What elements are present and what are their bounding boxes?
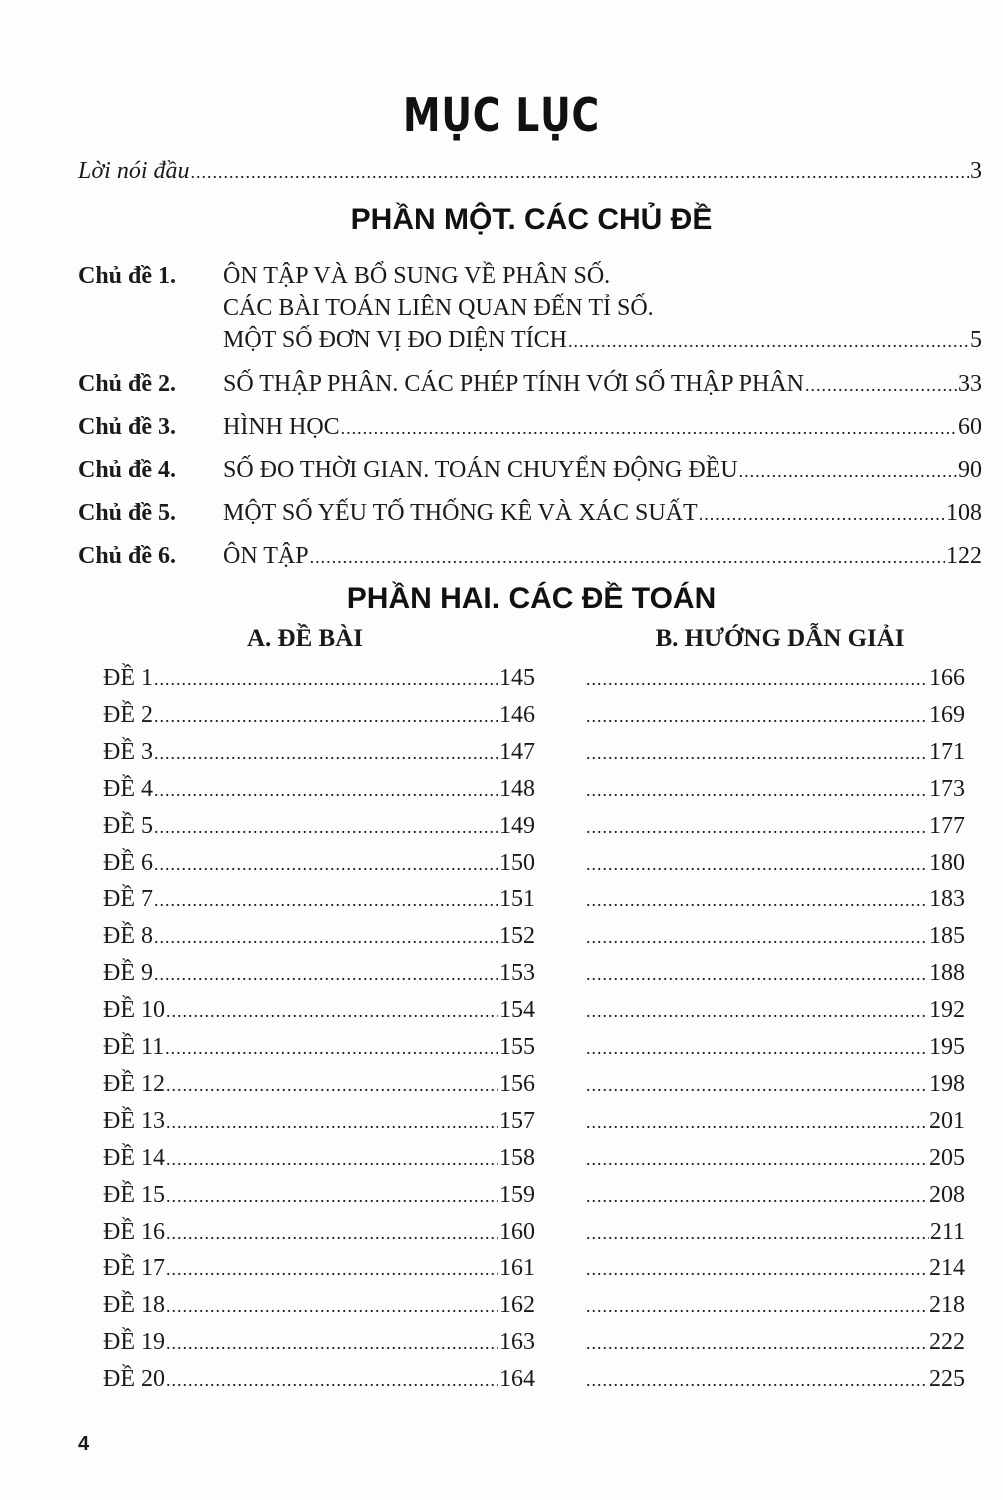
exam-solution-page: 198 xyxy=(929,1071,965,1097)
dot-leader xyxy=(586,885,928,915)
dot-leader xyxy=(586,1365,928,1395)
exam-label: ĐỀ 9 xyxy=(103,960,153,986)
dot-leader xyxy=(166,1365,498,1395)
exam-solution-page: 169 xyxy=(929,702,965,728)
topic-title xyxy=(223,540,982,573)
topic-number: Chủ đề 4. xyxy=(78,457,177,483)
toc-entry-exam-problem[interactable] xyxy=(103,663,535,694)
exam-label: ĐỀ 12 xyxy=(103,1071,165,1097)
dot-leader xyxy=(586,664,928,694)
dot-leader xyxy=(154,775,498,805)
toc-entry-exam-solution[interactable] xyxy=(585,1253,965,1284)
exam-solution-page: 185 xyxy=(929,923,965,949)
dot-leader xyxy=(341,412,957,444)
exam-label: ĐỀ 15 xyxy=(103,1182,165,1208)
exam-problem-page: 156 xyxy=(499,1071,535,1097)
exam-solution-page: 201 xyxy=(929,1108,965,1134)
exam-label: ĐỀ 1 xyxy=(103,665,153,691)
toc-entry-page: 122 xyxy=(946,543,982,569)
dot-leader xyxy=(586,1070,928,1100)
dot-leader xyxy=(739,455,957,487)
exam-solution-page: 222 xyxy=(929,1329,965,1355)
exam-solution-page: 205 xyxy=(929,1145,965,1171)
toc-entry-exam-problem[interactable] xyxy=(103,1106,535,1137)
dot-leader xyxy=(586,996,928,1026)
dot-leader xyxy=(586,1291,928,1321)
dot-leader xyxy=(586,959,928,989)
exam-label: ĐỀ 14 xyxy=(103,1145,165,1171)
topic-number: Chủ đề 6. xyxy=(78,543,177,569)
toc-entry-exam-solution[interactable] xyxy=(585,1180,965,1211)
page-number: 4 xyxy=(78,1433,90,1455)
dot-leader xyxy=(165,1033,498,1063)
toc-entry-exam-solution[interactable] xyxy=(585,1364,965,1395)
exam-solution-page: 225 xyxy=(929,1366,965,1392)
dot-leader xyxy=(699,498,945,530)
exam-solution-page: 192 xyxy=(929,997,965,1023)
dot-leader xyxy=(166,1291,498,1321)
toc-entry-exam-problem[interactable] xyxy=(103,1364,535,1395)
topic-title-line: SỐ THẬP PHÂN. CÁC PHÉP TÍNH VỚI SỐ THẬP PHÂN xyxy=(223,371,804,397)
exam-problem-page: 157 xyxy=(499,1108,535,1134)
dot-leader xyxy=(586,1181,928,1211)
exam-label: ĐỀ 11 xyxy=(103,1034,165,1060)
exam-problem-page: 158 xyxy=(499,1145,535,1171)
toc-entry-exam-problem[interactable] xyxy=(103,995,535,1026)
exam-problem-page: 159 xyxy=(499,1182,535,1208)
dot-leader xyxy=(586,1328,928,1358)
exam-problem-page: 145 xyxy=(499,665,535,691)
toc-entry-page: 3 xyxy=(970,158,982,184)
toc-entry-exam-solution[interactable] xyxy=(585,1069,965,1100)
exam-label: ĐỀ 19 xyxy=(103,1329,165,1355)
column-heading-solutions: B. HƯỚNG DẪN GIẢI xyxy=(655,625,905,652)
exam-label: ĐỀ 10 xyxy=(103,997,165,1023)
exam-problem-page: 151 xyxy=(499,886,535,912)
toc-entry-exam-problem[interactable] xyxy=(103,1180,535,1211)
dot-leader xyxy=(586,1033,928,1063)
exam-solution-page: 180 xyxy=(929,850,965,876)
toc-entry-exam-problem[interactable] xyxy=(103,1143,535,1174)
toc-entry-exam-solution[interactable] xyxy=(585,1143,965,1174)
dot-leader xyxy=(310,541,945,573)
dot-leader xyxy=(586,849,928,879)
exam-label: ĐỀ 2 xyxy=(103,702,153,728)
column-heading-problems: A. ĐỀ BÀI xyxy=(247,625,363,652)
exam-solution-page: 208 xyxy=(929,1182,965,1208)
topic-title xyxy=(223,411,982,444)
exam-problem-page: 162 xyxy=(499,1292,535,1318)
exam-label: ĐỀ 16 xyxy=(103,1219,165,1245)
exam-label: ĐỀ 8 xyxy=(103,923,153,949)
toc-entry-exam-solution[interactable] xyxy=(585,1290,965,1321)
exam-problem-page: 161 xyxy=(499,1255,535,1281)
exam-problem-page: 147 xyxy=(499,739,535,765)
toc-entry-exam-solution[interactable] xyxy=(585,774,965,805)
dot-leader xyxy=(154,812,498,842)
toc-entry-exam-problem[interactable] xyxy=(103,884,535,915)
topic-number: Chủ đề 2. xyxy=(78,371,177,397)
dot-leader xyxy=(154,885,498,915)
dot-leader xyxy=(154,664,498,694)
toc-entry-exam-problem[interactable] xyxy=(103,811,535,842)
toc-entry-exam-solution[interactable] xyxy=(585,811,965,842)
dot-leader xyxy=(586,1107,928,1137)
exam-problem-page: 163 xyxy=(499,1329,535,1355)
topic-title-line: SỐ ĐO THỜI GIAN. TOÁN CHUYỂN ĐỘNG ĐỀU xyxy=(223,457,738,483)
toc-entry-preface[interactable] xyxy=(78,156,982,187)
toc-entry-exam-solution[interactable] xyxy=(585,958,965,989)
exam-label: ĐỀ 3 xyxy=(103,739,153,765)
topic-number: Chủ đề 3. xyxy=(78,414,177,440)
dot-leader xyxy=(586,738,928,768)
dot-leader xyxy=(166,1107,498,1137)
toc-entry-exam-problem[interactable] xyxy=(103,958,535,989)
toc-entry-exam-problem[interactable] xyxy=(103,700,535,731)
toc-entry-page: 90 xyxy=(958,457,982,483)
dot-leader xyxy=(805,369,957,401)
topic-title-line: MỘT SỐ ĐƠN VỊ ĐO DIỆN TÍCH xyxy=(223,327,568,353)
dot-leader xyxy=(586,1218,929,1248)
toc-entry-exam-problem[interactable] xyxy=(103,1217,535,1248)
toc-entry-exam-problem[interactable] xyxy=(103,774,535,805)
exam-solution-page: 218 xyxy=(929,1292,965,1318)
dot-leader xyxy=(586,775,928,805)
exam-label: ĐỀ 5 xyxy=(103,813,153,839)
exam-solution-page: 188 xyxy=(929,960,965,986)
toc-entry-page: 108 xyxy=(946,500,982,526)
topic-title-line: ÔN TẬP VÀ BỔ SUNG VỀ PHÂN SỐ. xyxy=(223,263,611,289)
exam-problem-page: 148 xyxy=(499,776,535,802)
exam-label: ĐỀ 4 xyxy=(103,776,153,802)
exam-problem-page: 155 xyxy=(499,1034,535,1060)
dot-leader xyxy=(154,922,498,952)
topic-title-line: HÌNH HỌC xyxy=(223,414,340,440)
exam-solution-page: 166 xyxy=(929,665,965,691)
exam-solution-page: 211 xyxy=(929,1219,965,1245)
dot-leader xyxy=(154,738,498,768)
toc-entry-label: Lời nói đầu xyxy=(78,158,190,184)
dot-leader xyxy=(166,1254,498,1284)
exam-problem-page: 164 xyxy=(499,1366,535,1392)
toc-entry-exam-solution[interactable] xyxy=(585,1032,965,1063)
toc-entry-exam-problem[interactable] xyxy=(103,1327,535,1358)
exam-label: ĐỀ 18 xyxy=(103,1292,165,1318)
toc-entry-page: 33 xyxy=(958,371,982,397)
topic-number: Chủ đề 5. xyxy=(78,500,177,526)
toc-entry-exam-problem[interactable] xyxy=(103,921,535,952)
toc-entry-page: 60 xyxy=(958,414,982,440)
dot-leader xyxy=(166,1218,498,1248)
exam-solution-page: 183 xyxy=(929,886,965,912)
dot-leader xyxy=(154,849,498,879)
topic-title xyxy=(223,497,982,530)
dot-leader xyxy=(154,701,498,731)
toc-entry-exam-solution[interactable] xyxy=(585,1327,965,1358)
toc-entry-exam-problem[interactable] xyxy=(103,1032,535,1063)
exam-label: ĐỀ 6 xyxy=(103,850,153,876)
dot-leader xyxy=(191,157,970,187)
dot-leader xyxy=(586,812,928,842)
toc-entry-exam-solution[interactable] xyxy=(585,995,965,1026)
exam-problem-page: 160 xyxy=(499,1219,535,1245)
exam-solution-page: 171 xyxy=(929,739,965,765)
toc-entry-exam-solution[interactable] xyxy=(585,921,965,952)
exam-label: ĐỀ 20 xyxy=(103,1366,165,1392)
exam-label: ĐỀ 7 xyxy=(103,886,153,912)
exam-problem-page: 146 xyxy=(499,702,535,728)
topic-title xyxy=(223,368,982,401)
dot-leader xyxy=(166,996,498,1026)
exam-problem-page: 150 xyxy=(499,850,535,876)
dot-leader xyxy=(154,959,498,989)
part1-heading: PHẦN MỘT. CÁC CHỦ ĐỀ xyxy=(350,203,713,236)
exam-problem-page: 152 xyxy=(499,923,535,949)
topic-title-line: CÁC BÀI TOÁN LIÊN QUAN ĐẾN TỈ SỐ. xyxy=(223,295,654,321)
exam-solution-page: 173 xyxy=(929,776,965,802)
exam-solution-page: 177 xyxy=(929,813,965,839)
dot-leader xyxy=(586,1144,928,1174)
dot-leader xyxy=(166,1328,498,1358)
toc-entry-exam-solution[interactable] xyxy=(585,737,965,768)
exam-solution-page: 195 xyxy=(929,1034,965,1060)
dot-leader xyxy=(166,1070,498,1100)
toc-entry-page: 5 xyxy=(970,327,982,353)
toc-entry-exam-solution[interactable] xyxy=(585,1106,965,1137)
exam-problem-page: 149 xyxy=(499,813,535,839)
exam-label: ĐỀ 13 xyxy=(103,1108,165,1134)
exam-problem-page: 154 xyxy=(499,997,535,1023)
exam-label: ĐỀ 17 xyxy=(103,1255,165,1281)
toc-entry-exam-solution[interactable] xyxy=(585,1217,965,1248)
dot-leader xyxy=(586,922,928,952)
toc-entry-exam-solution[interactable] xyxy=(585,848,965,879)
toc-entry-exam-problem[interactable] xyxy=(103,1069,535,1100)
topic-number: Chủ đề 1. xyxy=(78,263,177,289)
dot-leader xyxy=(166,1144,498,1174)
topic-title-line: MỘT SỐ YẾU TỐ THỐNG KÊ VÀ XÁC SUẤT xyxy=(223,500,698,526)
dot-leader xyxy=(586,701,928,731)
part2-heading: PHẦN HAI. CÁC ĐỀ TOÁN xyxy=(346,582,717,615)
topic-title xyxy=(223,260,982,357)
dot-leader xyxy=(568,325,969,357)
toc-entry-exam-solution[interactable] xyxy=(585,884,965,915)
toc-entry-exam-solution[interactable] xyxy=(585,663,965,694)
exam-solution-page: 214 xyxy=(929,1255,965,1281)
topic-title xyxy=(223,454,982,487)
dot-leader xyxy=(166,1181,498,1211)
dot-leader xyxy=(586,1254,928,1284)
exam-problem-page: 153 xyxy=(499,960,535,986)
page-title: MỤC LỤC xyxy=(402,88,601,142)
toc-entry-exam-solution[interactable] xyxy=(585,700,965,731)
toc-entry-exam-problem[interactable] xyxy=(103,1290,535,1321)
topic-title-line: ÔN TẬP xyxy=(223,543,309,569)
toc-entry-exam-problem[interactable] xyxy=(103,737,535,768)
toc-entry-exam-problem[interactable] xyxy=(103,1253,535,1284)
toc-entry-exam-problem[interactable] xyxy=(103,848,535,879)
